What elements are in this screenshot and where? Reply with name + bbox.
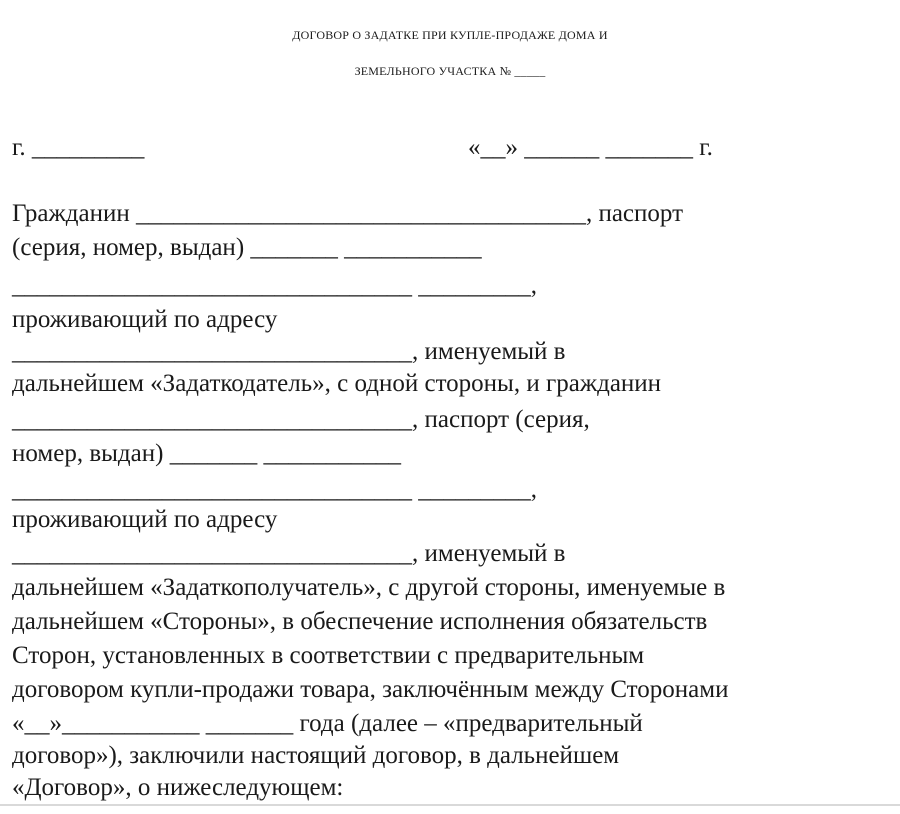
body-line-4: проживающий по адресу (12, 306, 278, 333)
body-line-5: ________________________________, именуемый в (12, 338, 566, 365)
body-line-15: договором купли-продажи товара, заключённым между Сторонами (12, 676, 729, 703)
body-line-11: ________________________________, именуемый в (12, 540, 566, 567)
body-line-6: дальнейшем «Задаткодатель», с одной стороны, и гражданин (12, 370, 662, 397)
body-line-2: (серия, номер, выдан) _______ ___________ (12, 234, 482, 261)
body-line-7: ________________________________, паспорт (серия, (12, 406, 590, 433)
body-line-12: дальнейшем «Задаткополучатель», с другой стороны, именуемые в (12, 574, 726, 601)
body-line-14: Сторон, установленных в соответствии с предварительным (12, 642, 645, 669)
body-line-16: «__»___________ _______ года (далее – «предварительный (12, 710, 643, 737)
body-line-9: ________________________________ _________, (12, 476, 537, 503)
body-line-1: Гражданин ____________________________________, паспорт (12, 200, 683, 227)
document-title-line-1: ДОГОВОР О ЗАДАТКЕ ПРИ КУПЛЕ-ПРОДАЖЕ ДОМА И (292, 28, 608, 42)
body-line-18: «Договор», о нижеследующем: (12, 774, 344, 801)
body-line-10: проживающий по адресу (12, 506, 278, 533)
body-line-8: номер, выдан) _______ ___________ (12, 440, 401, 467)
city-field: г. _________ (12, 134, 145, 161)
page-bottom-edge (0, 804, 900, 806)
body-line-17: договор»), заключили настоящий договор, в дальнейшем (12, 742, 620, 769)
body-line-3: ________________________________ _________, (12, 272, 537, 299)
body-line-13: дальнейшем «Стороны», в обеспечение исполнения обязательств (12, 608, 708, 635)
document-title-line-2: ЗЕМЕЛЬНОГО УЧАСТКА № _____ (354, 64, 546, 78)
date-field: «__» ______ _______ г. (468, 134, 713, 161)
